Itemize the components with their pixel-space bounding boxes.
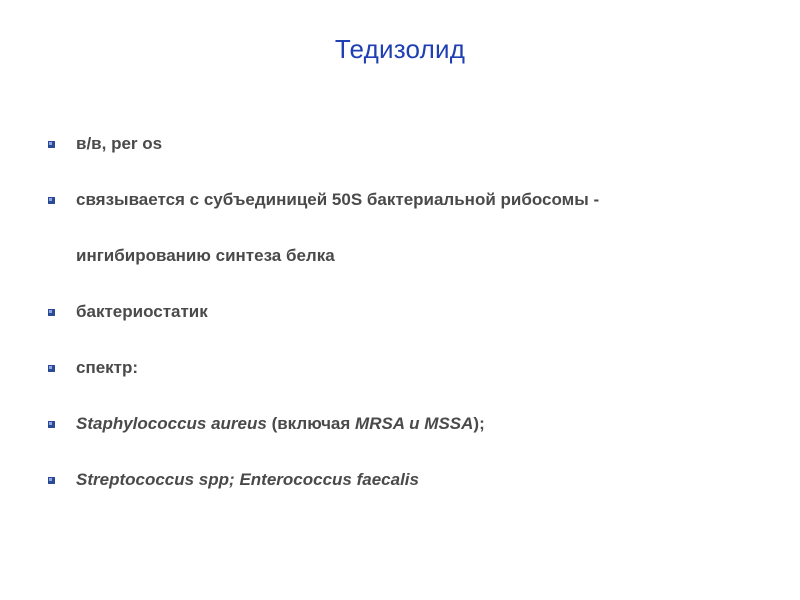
bullet-text-spectrum: спектр:	[76, 358, 139, 377]
bullet-text-action: бактериостатик	[76, 302, 208, 321]
bullet-text-staphylococcus	[76, 414, 485, 434]
text-fragment: (включая	[266, 414, 356, 433]
text-fragment: );	[473, 414, 485, 433]
bullet-icon	[48, 141, 55, 148]
organism-name: Staphylococcus aureus	[76, 414, 267, 433]
bullet-text-mechanism-continuation: ингибированию синтеза белка	[76, 246, 335, 265]
organism-name: Enterococcus faecalis	[239, 470, 419, 489]
organism-name: Streptococcus spp	[76, 470, 230, 489]
bullet-icon	[48, 365, 55, 372]
bullet-text-streptococcus	[76, 470, 419, 490]
slide-title: Тедизолид	[334, 34, 466, 64]
text-fragment: ;	[229, 470, 240, 489]
bullet-icon	[48, 421, 55, 428]
bullet-text-mechanism: связывается с субъединицей 50S бактериальной рибосомы -	[76, 190, 600, 209]
strain-names: MRSA и MSSA	[355, 414, 474, 433]
bullet-icon	[48, 477, 55, 484]
bullet-icon	[48, 309, 55, 316]
bullet-text-route: в/в, per os	[76, 134, 163, 153]
bullet-icon	[48, 197, 55, 204]
